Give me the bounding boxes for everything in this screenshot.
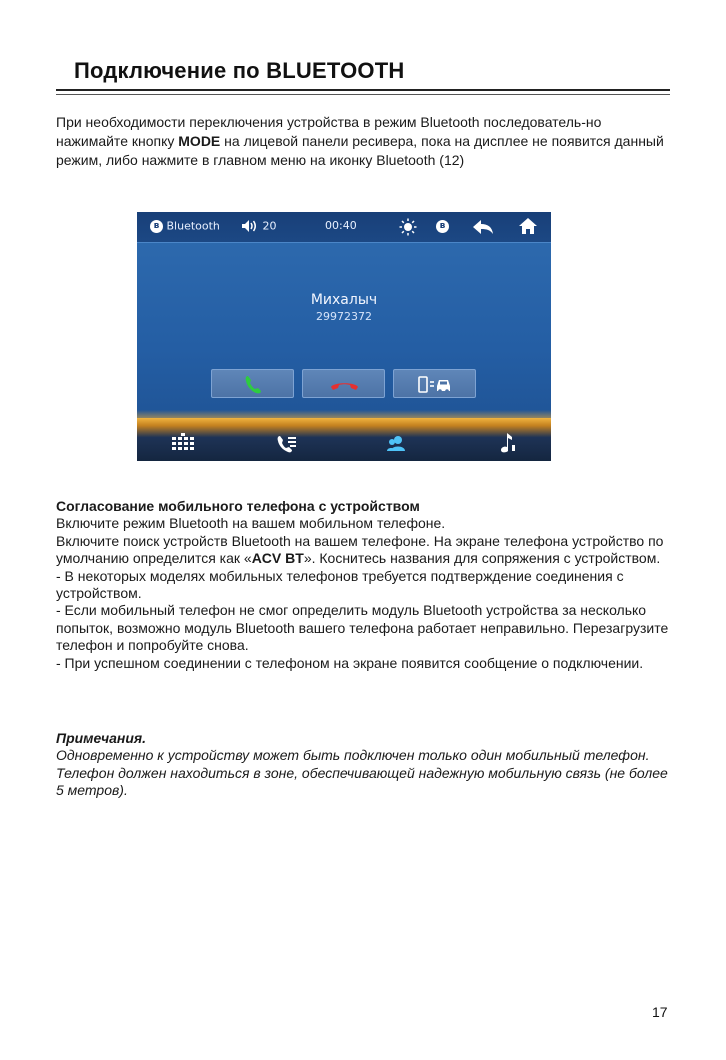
device-screen: [137, 212, 551, 461]
pairing-line-3: - В некоторых моделях мобильных телефонов требуется подтверждение соединения с устройством.: [56, 567, 624, 602]
notes-heading: Примечания.: [56, 730, 147, 746]
accept-call-button[interactable]: [211, 369, 294, 398]
call-log-icon[interactable]: [278, 436, 296, 452]
brightness-icon[interactable]: [399, 218, 417, 236]
bluetooth-icon[interactable]: ʙ: [436, 220, 449, 233]
bt-status-label: Bluetooth: [166, 219, 220, 233]
clock: 00:40: [325, 219, 357, 232]
reject-call-icon: [303, 370, 386, 399]
intro-paragraph: [56, 113, 676, 170]
notes-line-1: Одновременно к устройству может быть подключен только один мобильный телефон.: [56, 747, 650, 764]
title-rule-thin: [56, 94, 670, 95]
notes-section: [56, 730, 676, 800]
page-title: Подключение по BLUETOOTH: [74, 58, 405, 83]
device-bt-name: ACV BT: [251, 550, 304, 567]
pairing-section: [56, 498, 676, 672]
intro-text-2: на лицевой панели ресивера, пока на дисплее не появится данный режим, либо нажмите в главном меню на иконку Bluetooth (12): [56, 133, 664, 168]
music-icon[interactable]: [501, 433, 515, 452]
pairing-line-2-b: ». Коснитесь названия для сопряжения с устройством.: [303, 550, 661, 567]
title-rule: [56, 89, 670, 91]
notes-line-2: Телефон должен находиться в зоне, обеспечивающей надежную мобильную связь (не более 5 метров).: [56, 764, 668, 799]
intro-mode-keyword: MODE: [178, 133, 221, 149]
keypad-icon[interactable]: [172, 433, 194, 450]
page-number: 17: [652, 1004, 668, 1020]
volume-icon: [241, 219, 259, 233]
bluetooth-icon: ʙ: [150, 220, 163, 233]
volume-indicator[interactable]: [241, 219, 277, 233]
pairing-line-2: [56, 533, 676, 568]
pairing-line-2-a: Включите поиск устройств Bluetooth на вашем телефоне. На экране телефона устройство по умолчанию определится как «: [56, 532, 664, 567]
back-icon[interactable]: [471, 218, 495, 236]
pairing-heading: Согласование мобильного телефона с устройством: [56, 498, 420, 514]
pairing-line-5: - При успешном соединении с телефоном на экране появится сообщение о подключении.: [56, 654, 644, 671]
phone-to-car-icon: [394, 370, 477, 399]
pairing-line-4: - Если мобильный телефон не смог определить модуль Bluetooth устройства за несколько попыток, возможно модуль Bluetooth вашего телефона работает неправильно. Перезагрузите телефон и попробуйте снова.: [56, 602, 669, 654]
caller-number: 29972372: [316, 310, 372, 323]
bottom-menu: [137, 418, 551, 461]
home-icon[interactable]: [518, 217, 538, 235]
transfer-audio-button[interactable]: [393, 369, 476, 398]
caller-name: Михалыч: [310, 292, 378, 308]
pairing-line-1: Включите режим Bluetooth на вашем мобильном телефоне.: [56, 515, 446, 532]
contacts-icon[interactable]: [387, 436, 405, 451]
accept-call-icon: [212, 370, 295, 399]
volume-value: 20: [262, 219, 277, 233]
status-bar: [137, 212, 551, 243]
intro-text-1: При необходимости переключения устройства в режим Bluetooth последователь-но нажимайте кнопку: [56, 114, 602, 149]
bt-status: [150, 219, 220, 233]
reject-call-button[interactable]: [302, 369, 385, 398]
